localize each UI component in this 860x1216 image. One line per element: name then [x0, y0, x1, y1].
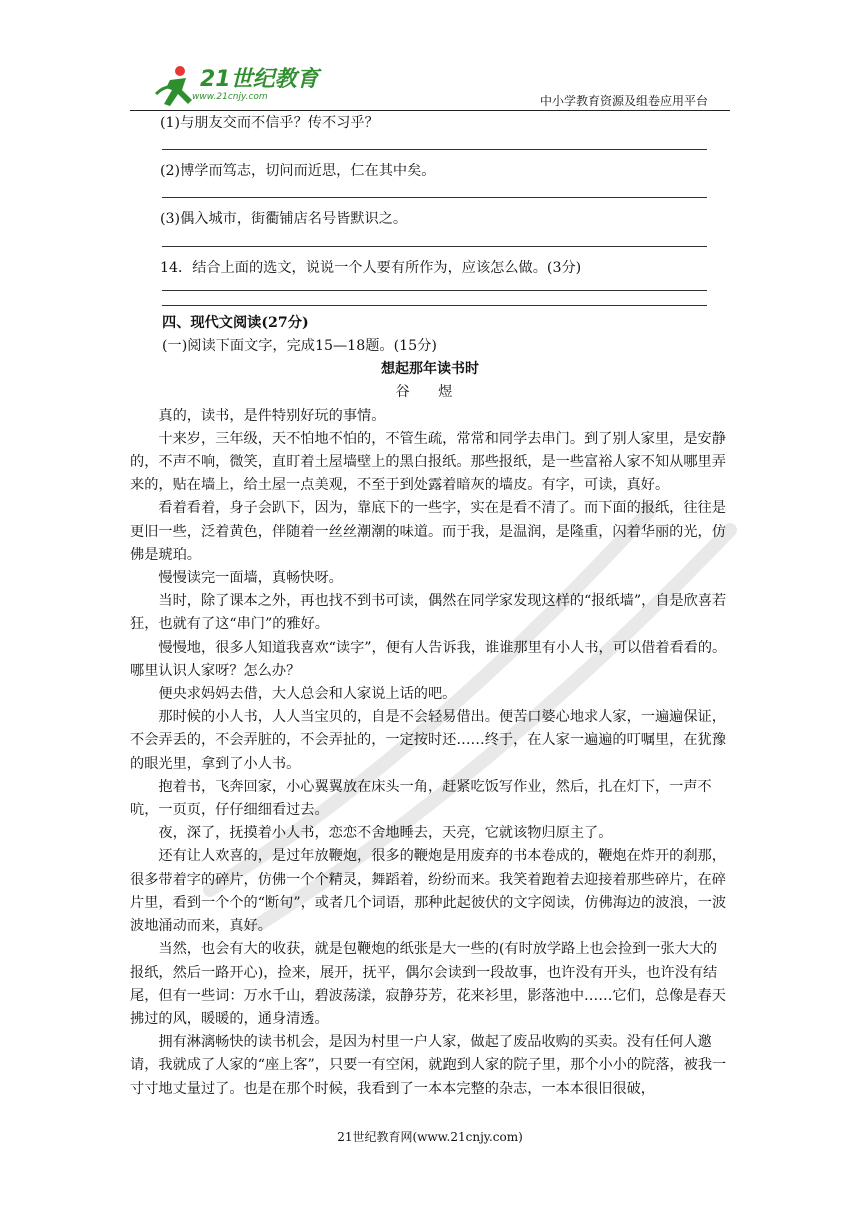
logo-url: www.21cnjy.com: [192, 92, 268, 102]
article-paragraph: 当然，也会有大的收获，就是包鞭炮的纸张是大一些的(有时放学路上也会捡到一张大大的报纸，然后一路开心)，捡来，展开，抚平，偶尔会读到一段故事，也许没有开头，也许没有结尾，但有一些词：万水千山，碧波荡漾，寂静芬芳，花来衫里，影落池中……它们，总像是春天拂过的风，暖暖的，通身清透。: [130, 941, 726, 1027]
article-paragraph: 看着看着，身子会趴下，因为，靠底下的一些字，实在是看不清了。而下面的报纸，往往是更旧一些，泛着黄色，伴随着一丝丝潮潮的味道。而于我，是温润，是隆重，闪着华丽的光，仿佛是琥珀。: [130, 500, 726, 563]
question-2: (2)博学而笃志，切问而近思，仁在其中矣。: [160, 163, 436, 180]
question-14: 14．结合上面的选文，说说一个人要有所作为，应该怎么做。(3分): [160, 259, 582, 276]
section-instructions: (一)阅读下面文字，完成15—18题。(15分): [162, 338, 437, 355]
article-paragraph: 拥有淋漓畅快的读书机会，是因为村里一户人家，做起了废品收购的买卖。没有任何人邀请，我就成了人家的“座上客”，只要一有空闲，就跑到人家的院子里，那个小小的院落，被我一寸寸地丈量过了。也是在那个时候，我看到了一本本完整的杂志，一本本很旧很破，: [130, 1034, 727, 1097]
answer-line[interactable]: [162, 282, 707, 291]
answer-line[interactable]: [162, 238, 707, 247]
article-paragraph: 慢慢读完一面墙，真畅快呀。: [158, 570, 343, 587]
logo-text: 21世纪教育: [200, 67, 319, 92]
page-header: [130, 58, 730, 114]
article-paragraph: 抱着书，飞奔回家，小心翼翼放在床头一角，赶紧吃饭写作业，然后，扎在灯下，一声不吭，一页页，仔仔细细看过去。: [130, 778, 712, 819]
article-paragraph: 真的，读书，是件特别好玩的事情。: [158, 407, 386, 424]
exam-content: [130, 112, 730, 1101]
question-1: (1)与朋友交而不信乎？传不习乎？: [160, 115, 379, 131]
page-footer: 21世纪教育网(www.21cnjy.com): [337, 1130, 523, 1144]
answer-line[interactable]: [162, 297, 707, 306]
article-paragraph: 十来岁，三年级，天不怕地不怕的，不管生疏，常常和同学去串门。到了别人家里，是安静的，不声不响，微笑，直盯着土屋墙壁上的黑白报纸。那些报纸，是一些富裕人家不知从哪里弄来的，贴在墙上，给土屋一点美观，不至于到处露着暗灰的墙皮。有字，可读，真好。: [130, 430, 726, 494]
platform-name: 中小学教育资源及组卷应用平台: [539, 94, 708, 108]
brand-logo: [152, 64, 322, 112]
article-paragraph: 便央求妈妈去借，大人总会和人家说上话的吧。: [158, 686, 457, 703]
article-author: 谷 煜: [395, 384, 465, 401]
article-paragraph: 当时，除了课本之外，再也找不到书可读，偶然在同学家发现这样的“报纸墙”，自是欣喜若狂，也就有了这“串门”的雅好。: [130, 593, 727, 633]
article-paragraph: 那时候的小人书，人人当宝贝的，自是不会轻易借出。便苦口婆心地求人家，一遍遍保证，不会弄丢的，不会弄脏的，不会弄扯的，一定按时还……终于，在人家一遍遍的叮嘱里，在犹豫的眼光里，拿到了小人书。: [130, 709, 726, 772]
question-3: (3)偶入城市，街衢铺店名号皆默识之。: [160, 211, 408, 228]
article-paragraph: 慢慢地，很多人知道我喜欢“读字”，便有人告诉我，谁谁那里有小人书，可以借着看看的。哪里认识人家呀？怎么办？: [130, 639, 727, 679]
answer-line[interactable]: [162, 141, 707, 150]
article-paragraph: 夜，深了，抚摸着小人书，恋恋不舍地睡去，天亮，它就该物归原主了。: [158, 825, 613, 842]
article-body: [130, 405, 730, 1101]
article-title: 想起那年读书时: [381, 361, 479, 378]
answer-line[interactable]: [162, 189, 707, 198]
header-divider: [130, 110, 730, 111]
section-heading: 四、现代文阅读(27分): [162, 314, 309, 331]
article-paragraph: 还有让人欢喜的，是过年放鞭炮，很多的鞭炮是用废弃的书本卷成的，鞭炮在炸开的刹那，很多带着字的碎片，仿佛一个个精灵，舞蹈着，纷纷而来。我笑着跑着去迎接着那些碎片，在碎片里，看到一个个的“断句”，或者几个词语，那种此起彼伏的文字阅读，仿佛海边的波浪，一波波地涌动而来，真好。: [130, 848, 727, 935]
runner-logo-icon: [152, 64, 202, 112]
